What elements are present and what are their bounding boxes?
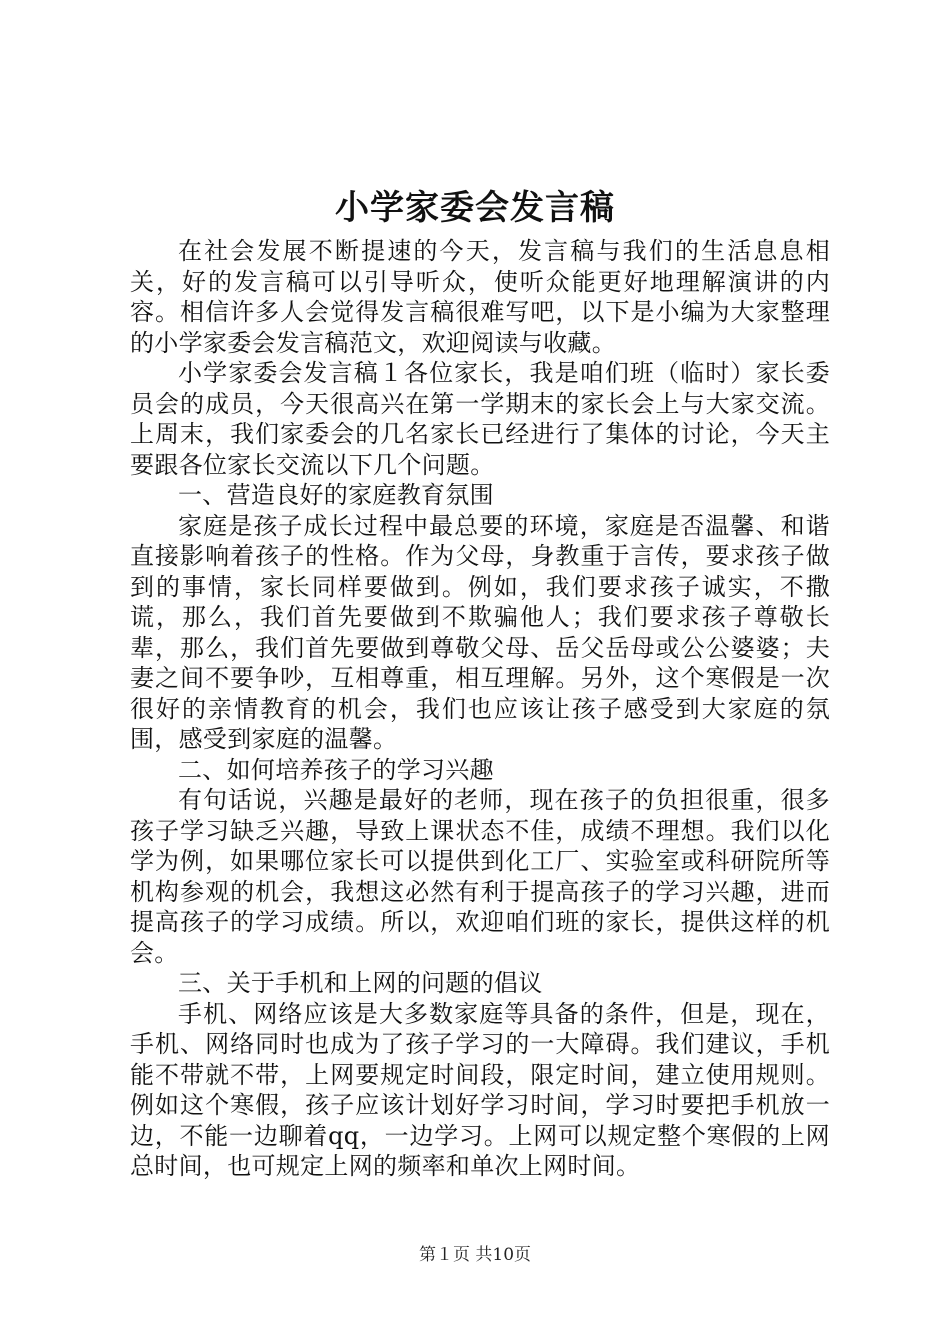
- document-title: 小学家委会发言稿: [335, 188, 615, 228]
- section-heading-1: 一、营造良好的家庭教育氛围: [178, 481, 494, 509]
- document-body: [130, 236, 830, 1182]
- section-3-paragraph: 手机、网络应该是大多数家庭等具备的条件，但是，现在，手机、网络同时也成为了孩子学习的一大障碍。我们建议，手机能不带就不带，上网要规定时间段，限定时间，建立使用规则。例如这个寒假，孩子应该计划好学习时间，学习时要把手机放一边，不能一边聊着qq，一边学习。上网可以规定整个寒假的上网总时间，也可规定上网的频率和单次上网时间。: [130, 999, 830, 1180]
- speech-opening-paragraph: 小学家委会发言稿１各位家长，我是咱们班（临时）家长委员会的成员，今天很高兴在第一学期末的家长会上与大家交流。上周末，我们家委会的几名家长已经进行了集体的讨论，今天主要跟各位家长交流以下几个问题。: [130, 359, 830, 479]
- section-heading-3: 三、关于手机和上网的问题的倡议: [178, 969, 543, 997]
- section-2-paragraph: 有句话说，兴趣是最好的老师，现在孩子的负担很重，很多孩子学习缺乏兴趣，导致上课状态不佳，成绩不理想。我们以化学为例，如果哪位家长可以提供到化工厂、实验室或科研院所等机构参观的机会，我想这必然有利于提高孩子的学习兴趣，进而提高孩子的学习成绩。所以，欢迎咱们班的家长，提供这样的机会。: [130, 786, 830, 967]
- section-heading-2: 二、如何培养孩子的学习兴趣: [178, 755, 494, 784]
- section-1-paragraph: 家庭是孩子成长过程中最总要的环境，家庭是否温馨、和谐直接影响着孩子的性格。作为父母，身教重于言传，要求孩子做到的事情，家长同样要做到。例如，我们要求孩子诚实，不撒谎，那么，我们首先要做到不欺骗他人；我们要求孩子尊敬长辈，那么，我们首先要做到尊敬父母、岳父岳母或公公婆婆；夫妻之间不要争吵，互相尊重，相互理解。另外，这个寒假是一次很好的亲情教育的机会，我们也应该让孩子感受到大家庭的氛围，感受到家庭的温馨。: [130, 511, 830, 753]
- intro-paragraph: 在社会发展不断提速的今天，发言稿与我们的生活息息相关，好的发言稿可以引导听众，使听众能更好地理解演讲的内容。相信许多人会觉得发言稿很难写吧，以下是小编为大家整理的小学家委会发言稿范文，欢迎阅读与收藏。: [130, 237, 830, 357]
- page-number-footer: 第１页 共10页: [418, 1245, 532, 1265]
